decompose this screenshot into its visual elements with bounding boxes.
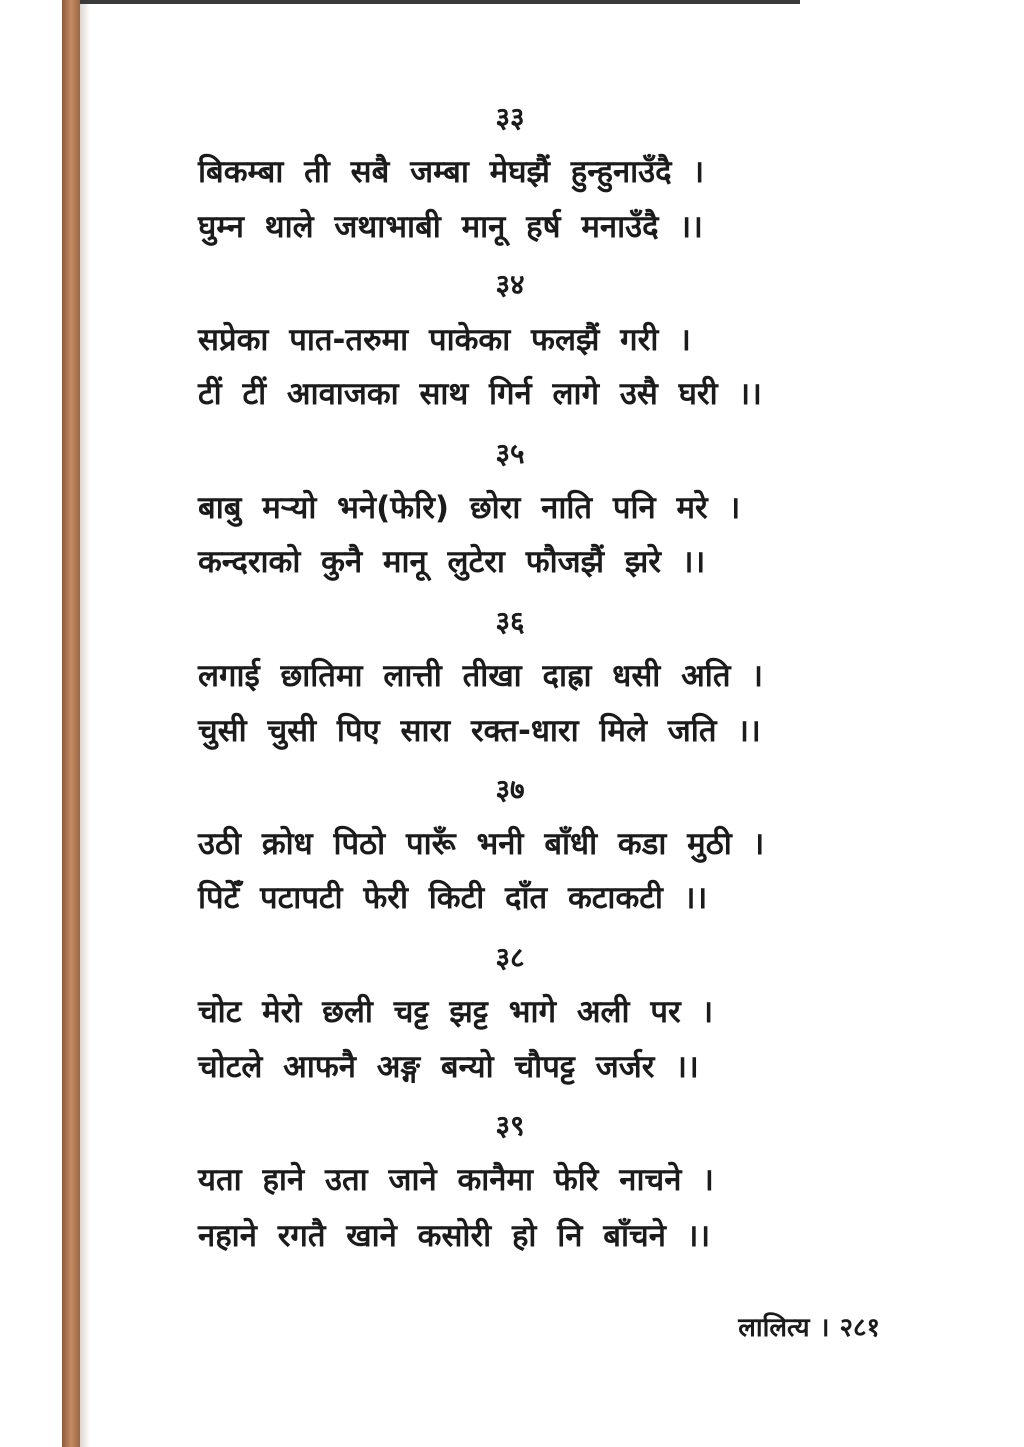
stanza-number: ३३: [495, 101, 525, 134]
page-footer: [640, 1308, 880, 1344]
stanza-number: ३४: [495, 268, 525, 301]
verse-line: सप्रेका पात-तरुमा पाकेका फलझैं गरी ।: [198, 322, 691, 358]
verse-line: कन्दराको कुनै मानू लुटेरा फौजझैं झरे ।।: [198, 544, 706, 580]
stanza-number: ३८: [495, 941, 525, 974]
book-title: लालित्य: [738, 1313, 810, 1343]
stanza-number: ३६: [495, 605, 525, 638]
verse-line: घुम्न थाले जथाभाबी मानू हर्ष मनाउँदै ।।: [198, 209, 703, 245]
verse-line: चोट मेरो छली चट्ट झट्ट भागे अली पर ।: [198, 994, 714, 1030]
verse-line: उठी क्रोध पिठो पारूँ भनी बाँधी कडा मुठी ।: [198, 826, 765, 862]
verse-line: बाबु मऱ्यो भने(फेरि) छोरा नाति पनि मरे ।: [198, 490, 741, 526]
verse-line: यता हाने उता जाने कानैमा फेरि नाचने ।: [198, 1162, 714, 1198]
stanza-number: ३७: [495, 773, 525, 806]
stanza-number: ३९: [495, 1109, 525, 1142]
verse-line: लगाई छातिमा लात्ती तीखा दाह्रा धसी अति ।: [198, 658, 764, 694]
verse-line: नहाने रगतै खाने कसोरी हो नि बाँचने ।।: [198, 1218, 711, 1254]
verse-line: बिकम्बा ती सबै जम्बा मेघझैं हुन्हुनाउँदै ।: [198, 154, 705, 190]
stanza-number: ३५: [495, 437, 525, 470]
verse-line: चुसी चुसी पिए सारा रक्त-धारा मिले जति ।।: [198, 713, 761, 749]
verse-line: पिटेँ पटापटी फेरी किटी दाँत कटाकटी ।।: [198, 880, 708, 916]
verse-line: चोटले आफनै अङ्ग बन्यो चौपट्ट जर्जर ।।: [198, 1049, 699, 1085]
verse-line: टीं टीं आवाजका साथ गिर्न लागे उसै घरी ।।: [198, 376, 762, 412]
footer-separator: ।: [819, 1313, 830, 1343]
page-number: २८१: [839, 1313, 880, 1343]
